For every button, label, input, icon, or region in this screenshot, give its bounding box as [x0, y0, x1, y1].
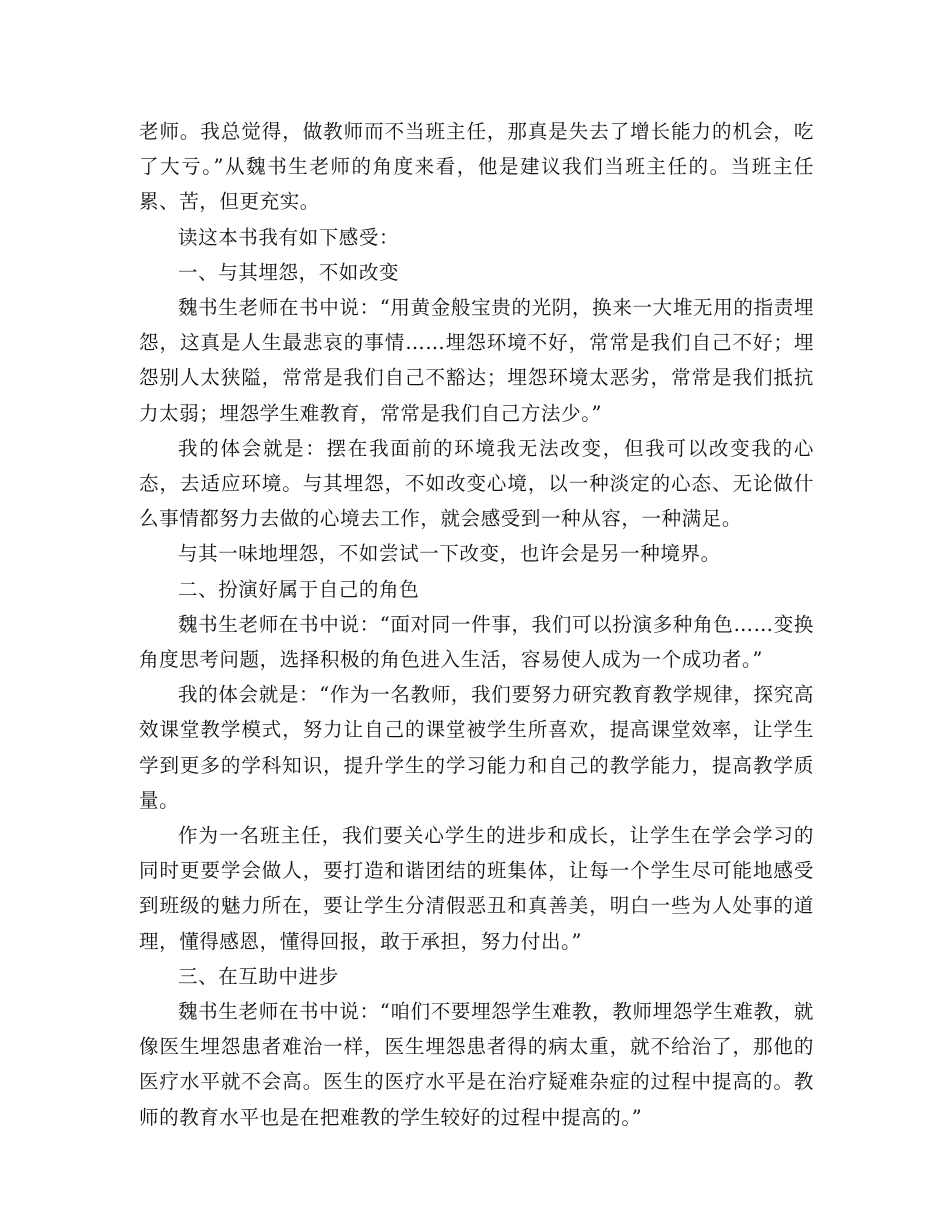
section-heading-3: 三、在互助中进步 — [178, 964, 339, 988]
paragraph-summary-1: 与其一味地埋怨，不如尝试一下改变，也许会是另一种境界。 — [178, 542, 721, 566]
section-heading-1: 一、与其埋怨，不如改变 — [178, 260, 400, 284]
paragraph-quote-1: 魏书生老师在书中说：“用黄金般宝贵的光阴，换来一大堆无用的指责埋怨，这真是人生最悲哀的事情……埋怨环境不好，常常是我们自己不好；埋怨别人太狭隘，常常是我们自己不豁达；埋怨环境太恶劣，常常是我们抵抗力太弱；埋怨学生难教育，常常是我们自己方法少。” — [139, 296, 814, 425]
section-heading-2: 二、扮演好属于自己的角色 — [178, 577, 420, 601]
paragraph-quote-3: 魏书生老师在书中说：“咱们不要埋怨学生难教，教师埋怨学生难教，就像医生埋怨患者难治一样，医生埋怨患者得的病太重，就不给治了，那他的医疗水平就不会高。医生的医疗水平是在治疗疑难杂症的过程中提高的。教师的教育水平也是在把难教的学生较好的过程中提高的。” — [139, 1000, 814, 1129]
paragraph-reflection-2b: 作为一名班主任，我们要关心学生的进步和成长，让学生在学会学习的同时更要学会做人，要打造和谐团结的班集体，让每一个学生尽可能地感受到班级的魅力所在，要让学生分清假恶丑和真善美，明白一些为人处事的道理，懂得感恩，懂得回报，敢于承担，努力付出。” — [139, 824, 814, 953]
paragraph-quote-2: 魏书生老师在书中说：“面对同一件事，我们可以扮演多种角色……变换角度思考问题，选择积极的角色进入生活，容易使人成为一个成功者。” — [139, 612, 814, 672]
paragraph-reflection-1: 我的体会就是：摆在我面前的环境我无法改变，但我可以改变我的心态，去适应环境。与其埋怨，不如改变心境，以一种淡定的心态、无论做什么事情都努力去做的心境去工作，就会感受到一种从容，一种满足。 — [139, 436, 814, 531]
paragraph-reflection-2: 我的体会就是：“作为一名教师，我们要努力研究教育教学规律，探究高效课堂教学模式，努力让自己的课堂被学生所喜欢，提高课堂效率，让学生学到更多的学科知识，提升学生的学习能力和自己的教学能力，提高教学质量。 — [139, 683, 814, 812]
document-body — [139, 114, 814, 1135]
paragraph-continuation: 老师。我总觉得，做教师而不当班主任，那真是失去了增长能力的机会，吃了大亏。”从魏书生老师的角度来看，他是建议我们当班主任的。当班主任累、苦，但更充实。 — [139, 120, 814, 214]
paragraph-intro: 读这本书我有如下感受： — [178, 225, 400, 249]
